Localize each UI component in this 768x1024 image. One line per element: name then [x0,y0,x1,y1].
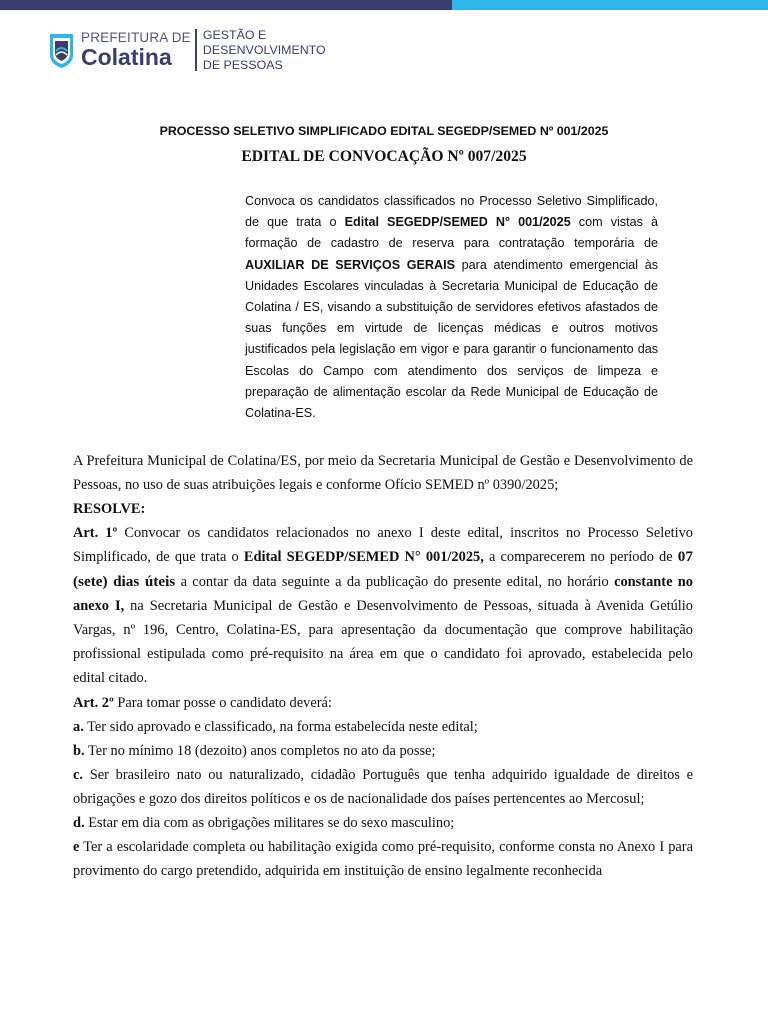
article-1-text: a comparecerem no período de [483,549,678,566]
requirement-text: Ser brasileiro nato ou naturalizado, cidadão Português que tenha adquirido igualdade de direitos e obrigações e gozo dos direitos políticos e os de nacionalidade dos países pertencentes ao Mercosul; [73,766,693,807]
article-1-text: Convocar os candidatos relacionados no anexo I deste edital, inscritos no Processo Seletivo Simplificado, de que trata o [73,525,693,566]
article-1-deadline: 07 (sete) dias úteis [73,548,693,590]
requirement-item [73,739,693,763]
logo-prefix: PREFEITURA DE [81,30,191,46]
requirement-item [73,715,693,739]
top-bar-cyan-segment [452,0,768,10]
article-1-text: a contar da data seguinte a da publicação do presente edital, no horário [175,573,615,590]
requirement-letter: c. [73,766,83,783]
summary-text: com vistas à formação de cadastro de reserva para contratação temporária de [245,215,659,251]
city-emblem-icon [48,31,75,69]
requirement-text: Estar em dia com as obrigações militares se do sexo masculino; [84,814,455,831]
summary-text: para atendimento emergencial às Unidades Escolares vinculadas à Secretaria Municipal de Educação de Colatina / ES, visando a substituição de servidores efetivos afastados de suas funções em virtude de licenças médicas e outros motivos justificados pela legislação em vigor e para garantir o funcionamento das Escolas do Campo com atendimento dos serviços de limpeza e preparação de alimentação escolar da Rede Municipal de Educação de Colatina-ES. [245,257,659,421]
requirement-letter: e [73,838,80,855]
article-1-label: Art. 1º [73,525,118,542]
requirement-item [73,811,693,835]
article-2-label: Art. 2º [73,694,114,711]
requirement-item [73,763,693,811]
intro-paragraph: A Prefeitura Municipal de Colatina/ES, por meio da Secretaria Municipal de Gestão e Desenvolvimento de Pessoas, no uso de suas atribuições legais e conforme Ofício SEMED nº 0390/2025; [73,453,693,493]
requirement-text: Ter sido aprovado e classificado, na forma estabelecida neste edital; [83,718,478,735]
article-2-text: Para tomar posse o candidato deverá: [113,694,332,711]
requirement-text: Ter no mínimo 18 (dezoito) anos completos no ato da posse; [84,742,436,759]
edict-title: EDITAL DE CONVOCAÇÃO Nº 007/2025 [241,148,527,165]
top-bar-navy-segment [0,0,452,10]
requirement-letter: a. [73,718,84,735]
article-1-edict-ref: Edital SEGEDP/SEMED N° 001/2025, [243,549,484,566]
department-name [203,28,326,73]
edict-summary [245,191,658,424]
process-title: PROCESSO SELETIVO SIMPLIFICADO EDITAL SEGEDP/SEMED Nº 001/2025 [159,124,609,138]
requirement-letter: b. [73,742,85,759]
top-color-bar [0,0,768,10]
header-logo [48,27,326,73]
summary-text: Convoca os candidatos classificados no Processo Seletivo Simplificado, de que trata o [245,194,658,230]
article-1-text: na Secretaria Municipal de Gestão e Desenvolvimento de Pessoas, situada à Avenida Getúlio Vargas, nº 196, Centro, Colatina-ES, para apresentação da documentação que comprove habilitação profissional estipulada como pré-requisito na área em que o candidato foi aprovado, estabelecida pelo edital citado. [73,597,693,687]
document-body [73,450,693,883]
requirement-text: Ter a escolaridade completa ou habilitação exigida como pré-requisito, conforme consta no Anexo I para provimento do cargo pretendido, adquirida em instituição de ensino legalmente reconhecida [73,838,693,879]
logo-divider [195,29,197,71]
requirement-letter: d. [73,814,85,831]
summary-edict-ref: Edital SEGEDP/SEMED N° 001/2025 [344,215,571,230]
department-line: GESTÃO E [202,27,267,42]
article-2 [73,691,693,715]
department-line: DESENVOLVIMENTO [202,42,326,57]
article-1 [73,521,693,690]
department-line: DE PESSOAS [202,57,283,72]
brand-name [81,31,191,69]
requirement-item [73,835,693,883]
resolve-heading: RESOLVE: [73,501,146,518]
logo-city: Colatina [81,43,172,70]
article-1-schedule-ref: constante no anexo I, [73,573,693,614]
summary-job-title: AUXILIAR DE SERVIÇOS GERAIS [245,257,456,272]
